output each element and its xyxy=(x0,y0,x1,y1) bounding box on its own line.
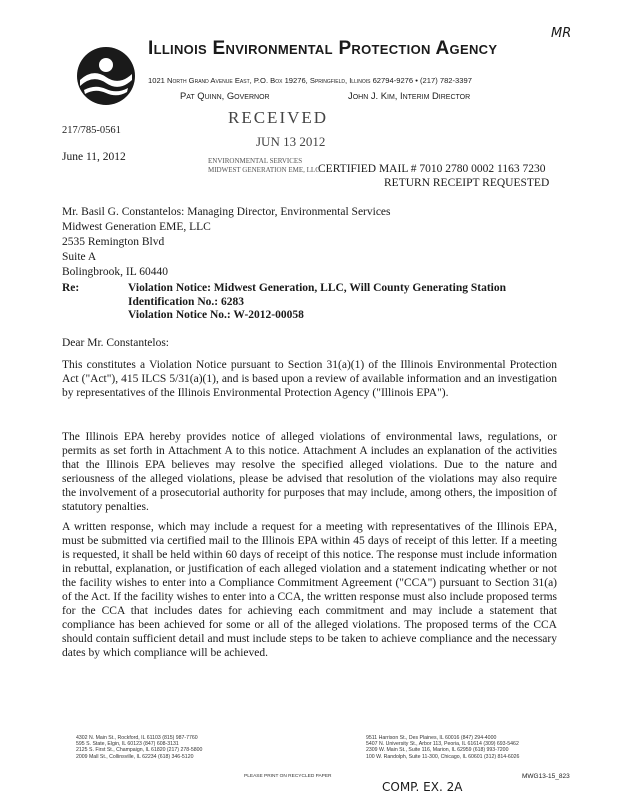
illinois-epa-logo-icon xyxy=(76,46,136,106)
director-name: John J. Kim, Interim Director xyxy=(348,90,471,101)
footer-office: 2309 W. Main St., Suite 116, Marion, IL 62959 (618) 993-7200 xyxy=(366,747,509,754)
letter-date: June 11, 2012 xyxy=(62,151,126,163)
recipient-line: Bolingbrook, IL 60440 xyxy=(62,265,168,278)
footer-office: 9511 Harrison St., Des Plaines, IL 60016 (847) 294-4000 xyxy=(366,735,497,741)
received-stamp-line1: ENVIRONMENTAL SERVICES xyxy=(208,157,303,165)
footer-office: 100 W. Randolph, Suite 11-300, Chicago, IL 60601 (312) 814-6026 xyxy=(366,753,520,760)
certified-mail-number: CERTIFIED MAIL # 7010 2780 0002 1163 7230 xyxy=(318,163,546,175)
re-line: Violation Notice No.: W-2012-00058 xyxy=(128,309,304,322)
re-line: Identification No.: 6283 xyxy=(128,295,244,308)
received-stamp-line2: MIDWEST GENERATION EME, LLC xyxy=(208,166,320,174)
recipient-address xyxy=(62,205,391,280)
re-line: Violation Notice: Midwest Generation, LLC, Will County Generating Station xyxy=(128,282,507,294)
phone-number: 217/785-0561 xyxy=(62,125,121,136)
return-receipt: RETURN RECEIPT REQUESTED xyxy=(384,177,550,189)
bates-number: MWG13-15_823 xyxy=(522,773,570,780)
footer-office: 4302 N. Main St., Rockford, IL 61103 (815) 987-7760 xyxy=(76,735,198,741)
re-label: Re: xyxy=(62,282,80,294)
recipient-line: Midwest Generation EME, LLC xyxy=(62,220,211,233)
footer-offices-left xyxy=(76,735,202,760)
governor-name: Pat Quinn, Governor xyxy=(180,90,270,101)
recipient-line: 2535 Remington Blvd xyxy=(62,235,165,248)
re-subject xyxy=(128,282,506,323)
body-paragraph: The Illinois EPA hereby provides notice of alleged violations of environmental laws, regulations, or permits as set forth in Attachment A to this notice. Attachment A includes an explanation of the activities that the Illinois EPA believes may resolve the specified alleged violations. Due to the nature and seriousness of the alleged violations, please be advised that resolution of the violations may also require the involvement of a prosecutorial authority for purposes that may include, among others, the imposition of statutory penalties. xyxy=(62,431,557,513)
footer-office: 2125 S. First St., Champaign, IL 61820 (217) 278-5800 xyxy=(76,747,203,754)
footer-office: 5407 N. University St., Arbor 113, Peoria, IL 61614 (309) 693-5462 xyxy=(366,741,519,748)
recipient-line: Mr. Basil G. Constantelos: Managing Director, Environmental Services xyxy=(62,206,391,218)
received-stamp-date: JUN 13 2012 xyxy=(256,134,326,149)
footer-office: 595 S. State, Elgin, IL 60123 (847) 608-3131 xyxy=(76,741,179,748)
recycled-paper-note: PLEASE PRINT ON RECYCLED PAPER xyxy=(244,774,332,779)
recipient-line: Suite A xyxy=(62,250,97,263)
exhibit-label: COMP. EX. 2A xyxy=(382,780,463,794)
footer-office: 2009 Mall St., Collinsville, IL 62234 (618) 346-5120 xyxy=(76,753,194,760)
body-paragraph: A written response, which may include a request for a meeting with representatives of the Illinois EPA, must be submitted via certified mail to the Illinois EPA within 45 days of receipt of this letter. If a meeting is requested, it shall be held within 60 days of receipt of this notice. The response must include information in rebuttal, explanation, or justification of each alleged violation and a statement indicating whether or not the facility wishes to enter into a Compliance Commitment Agreement ("CCA") pursuant to Section 31(a) of the Act. If the facility wishes to enter into a CCA, the written response must also include proposed terms for the CCA that includes dates for achieving each commitment and may include a statement that compliance has been achieved for some or all of the alleged violations. The proposed terms of the CCA should contain sufficient detail and must include steps to be taken to achieve compliance and the necessary dates by which compliance will be achieved. xyxy=(62,521,557,659)
salutation: Dear Mr. Constantelos: xyxy=(62,337,169,349)
footer-offices-right xyxy=(366,735,519,760)
received-stamp-org xyxy=(208,157,320,175)
agency-name: Illinois Environmental Protection Agency xyxy=(148,38,498,59)
agency-address: 1021 North Grand Avenue East, P.O. Box 19276, Springfield, Illinois 62794-9276 • (217) 782-3397 xyxy=(148,76,472,85)
handwritten-initials: MR xyxy=(551,26,572,41)
received-stamp: RECEIVED xyxy=(228,108,329,127)
body-paragraph: This constitutes a Violation Notice pursuant to Section 31(a)(1) of the Illinois Environmental Protection Act ("Act"), 415 ILCS 5/31(a)(1), and is based upon a review of available information and an investigation by representatives of the Illinois Environmental Protection Agency ("Illinois EPA"). xyxy=(62,359,557,399)
